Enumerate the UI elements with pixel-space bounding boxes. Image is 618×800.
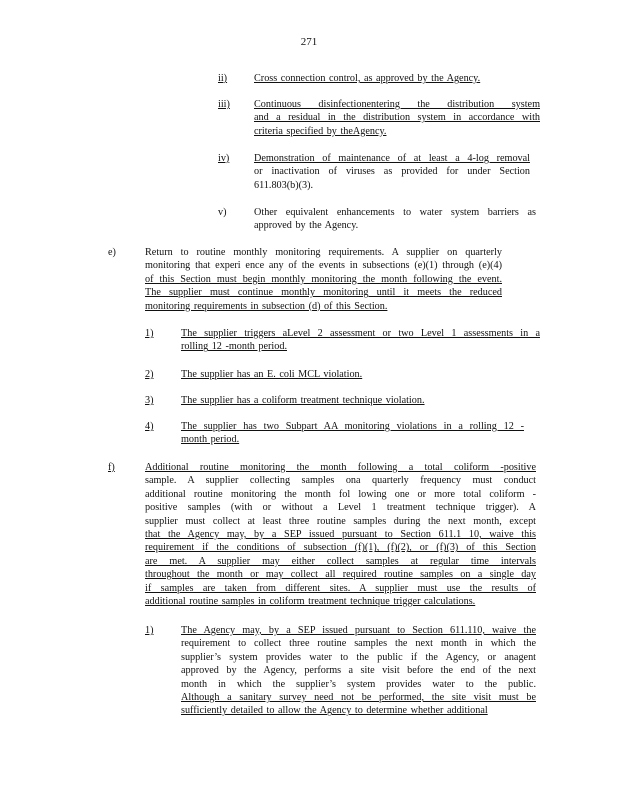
provision-text-line: supplier must collect at least three routine samples during the next month, except	[145, 515, 536, 527]
provision-text-line: approved by the Agency, performs a site visit before the end of the next	[181, 665, 536, 677]
provision-label: 1)	[145, 328, 154, 339]
provision-text-line: Return to routine monthly monitoring requirements. A supplier on quarterly	[145, 247, 502, 258]
provision-label: ii)	[218, 73, 228, 84]
provision-text-line: Cross connection control, as approved by the Agency.	[254, 73, 481, 84]
provision-text-line: month in which the supplier’s system provides water to the public.	[181, 678, 536, 690]
provision-text-line: Continuous disinfectionentering the distribution system	[254, 99, 540, 110]
provision-text-line: of this Section must begin monthly monitoring the month following the event.	[145, 273, 502, 285]
provision-label: 4)	[145, 421, 154, 432]
provision-text-line: additional routine samples in coliform treatment technique trigger calculations.	[145, 596, 476, 607]
provision-text-line: Although a sanitary survey need not be performed, the site visit must be	[181, 692, 536, 703]
provision-text-line: The supplier has a coliform treatment technique violation.	[181, 395, 425, 406]
provision-text-line: supplier’s system provides water to the public if the Agency, or anagent	[181, 651, 536, 663]
provision-text-line: requirement to collect three routine samples the next month in which the	[181, 638, 536, 650]
provision-text-line: and a residual in the distribution system in accordance with	[254, 112, 540, 124]
provision-text-line: monitoring requirements in subsection (d) of this Section.	[145, 300, 388, 312]
provision-text-line: or inactivation of viruses as provided for under Section	[254, 166, 530, 178]
provision-text-line: are met. A supplier may either collect samples at regular time intervals	[145, 555, 536, 567]
provision-text-line: The supplier has an E. coli MCL violation.	[181, 369, 363, 380]
provision-label: 2)	[145, 369, 154, 380]
provision-text-line: sufficiently detailed to allow the Agency to determine whether additional	[181, 705, 488, 717]
provision-text-line: monitoring that experi ence any of the events in subsections (e)(1) through (e)(4)	[145, 260, 502, 272]
provision-label: f)	[108, 462, 115, 473]
provision-label: v)	[218, 207, 227, 218]
provision-text-line: Additional routine monitoring the month following a total coliform -positive	[145, 462, 536, 473]
page-number: 271	[300, 36, 318, 48]
provision-text-line: 611.803(b)(3).	[254, 179, 314, 191]
provision-label: 1)	[145, 625, 154, 636]
provision-text-line: sample. A supplier collecting samples ona quarterly frequency must conduct	[145, 475, 536, 487]
provision-text-line: The supplier must continue monthly monitoring until it meets the reduced	[145, 287, 502, 299]
provision-text-line: The Agency may, by a SEP issued pursuant to Section 611.110, waive the	[181, 625, 536, 636]
provision-text-line: positive samples (with or without a Level 1 treatment technique trigger). A	[145, 502, 536, 514]
provision-text-line: additional routine monitoring the month fol lowing one or more total coliform -	[145, 488, 536, 500]
provision-text-line: The supplier triggers aLevel 2 assessment or two Level 1 assessments in a	[181, 328, 540, 339]
provision-text-line: if samples are taken from different sites. A supplier must use the results of	[145, 582, 536, 594]
provision-text-line: requirement if the conditions of subsection (f)(1), (f)(2), or (f)(3) of this Section	[145, 542, 536, 554]
provision-text-line: throughout the month or may collect all required routine samples on a single day	[145, 569, 536, 581]
provision-text-line: that the Agency may, by a SEP issued pursuant to Section 611.1 10, waive this	[145, 529, 536, 540]
provision-label: e)	[108, 247, 116, 258]
provision-label: 3)	[145, 395, 154, 406]
provision-text-line: criteria specified by theAgency.	[254, 125, 387, 137]
provision-label: iii)	[218, 99, 230, 110]
provision-text-line: Demonstration of maintenance of at least a 4-log removal	[254, 153, 530, 164]
provision-text-line: approved by the Agency.	[254, 220, 359, 232]
provision-label: iv)	[218, 153, 230, 164]
provision-text-line: rolling 12 -month period.	[181, 341, 287, 353]
provision-text-line: Other equivalent enhancements to water system barriers as	[254, 207, 536, 218]
provision-text-line: month period.	[181, 434, 240, 446]
provision-text-line: The supplier has two Subpart AA monitoring violations in a rolling 12 -	[181, 421, 524, 432]
